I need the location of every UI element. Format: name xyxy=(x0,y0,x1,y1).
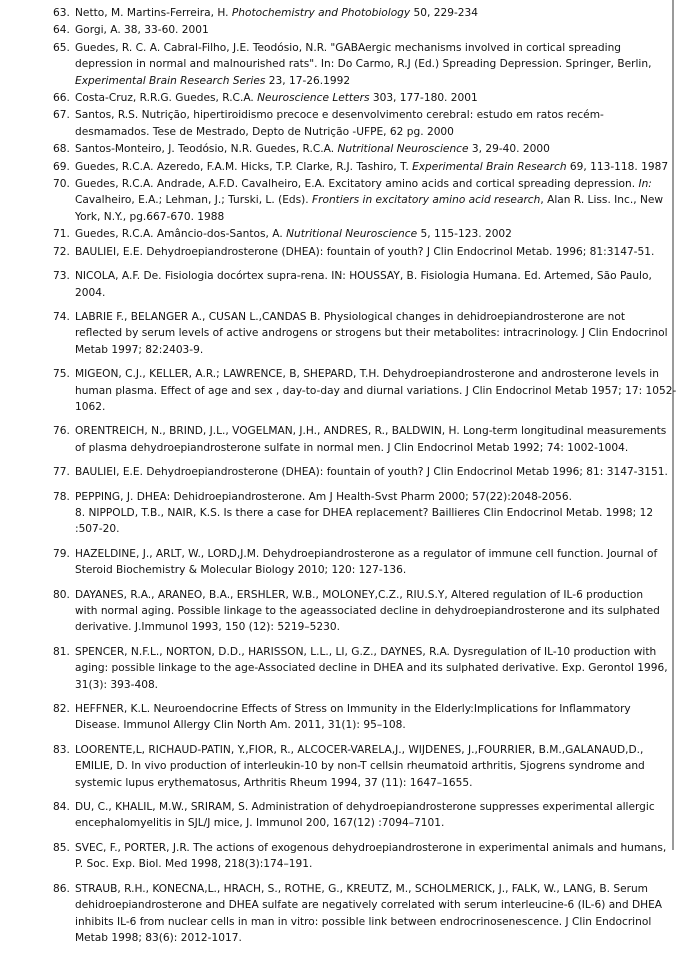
reference-number: 85. xyxy=(53,841,70,854)
reference-line xyxy=(75,209,648,225)
reference-item xyxy=(48,423,667,456)
reference-text: York, N.Y., pg.667-670. 1988 xyxy=(75,210,225,223)
reference-line xyxy=(75,192,664,208)
reference-text: PEPPING, J. DHEA: Dehidroepiandrosterone. Am J Health-Svst Pharm 2000; 57(22):2048-2056. xyxy=(75,490,572,503)
reference-text: 69, 113-118. 1987 xyxy=(566,160,669,173)
reference-text: P. Soc. Exp. Biol. Med 1998, 218(3):174–191. xyxy=(75,858,313,871)
reference-line xyxy=(75,897,663,913)
reference-line xyxy=(75,521,648,537)
reference-text: Gorgi, A. 38, 33-60. 2001 xyxy=(75,24,209,37)
reference-text: :507-20. xyxy=(75,523,120,536)
reference-text: DAYANES, R.A., ARANEO, B.A., ERSHLER, W.B., MOLONEY,C.Z., RIU.S.Y, Altered regulation of IL-6 production xyxy=(75,588,644,601)
reference-line xyxy=(75,914,652,930)
reference-text: human plasma. Effect of age and sex , day-to-day and diurnal variations. J Clin Endocrinol Metab 1957; 17: 1052- xyxy=(75,384,677,397)
reference-journal-title: Photochemistry and Photobiology xyxy=(231,7,411,19)
reference-text: Netto, M. Martins-Ferreira, H. xyxy=(75,7,232,19)
reference-text: desmamados. Tese de Mestrado, Depto de Nutrição -UFPE, 62 pg. 2000 xyxy=(75,125,454,138)
reference-item xyxy=(48,644,668,693)
reference-journal-title: Neuroscience Letters xyxy=(257,92,370,105)
reference-line xyxy=(75,815,648,831)
reference-journal-title: Experimental Brain Research Series xyxy=(75,74,266,87)
reference-number: 65. xyxy=(53,41,70,54)
reference-line xyxy=(75,342,648,358)
reference-line xyxy=(75,505,654,521)
reference-text: 2004. xyxy=(75,286,106,299)
reference-text: dehidroepiandrosterone and DHEA sulfate are negatively correlated with serum interleucine-6 (IL-6) and DHEA xyxy=(75,899,663,912)
reference-line xyxy=(75,562,648,578)
reference-text: 23, 17-26.1992 xyxy=(265,74,351,87)
reference-text: Santos-Monteiro, J. Teodósio, N.R. Guedes, R.C.A. xyxy=(75,143,338,156)
reference-line xyxy=(75,856,648,872)
reference-item xyxy=(48,90,648,106)
reference-line xyxy=(75,742,648,758)
reference-number: 83. xyxy=(53,743,70,756)
reference-item xyxy=(48,309,668,358)
reference-line xyxy=(75,881,648,897)
reference-text: LABRIE F., BELANGER A., CUSAN L.,CANDAS B. Physiological changes in dehidroepiandrosterone are not xyxy=(75,310,626,323)
reference-number: 63. xyxy=(53,7,70,19)
reference-number: 66. xyxy=(53,92,70,105)
reference-line xyxy=(75,644,657,660)
reference-line xyxy=(75,717,648,733)
reference-item xyxy=(48,107,648,140)
reference-text: 3, 29-40. 2000 xyxy=(468,143,550,156)
reference-text: BAULIEI, E.E. Dehydroepiandrosterone (DHEA): fountain of youth? J Clin Endocrinol Metab. 1996; 81:3147-51. xyxy=(75,245,655,258)
reference-text: encephalomyelitis in SJL/J mice, J. Immunol 200, 167(12) :7094–7101. xyxy=(75,817,445,830)
reference-line xyxy=(75,159,669,175)
reference-text: Costa-Cruz, R.R.G. Guedes, R.C.A. xyxy=(75,92,258,105)
reference-journal-title: Experimental Brain Research xyxy=(412,160,567,173)
reference-number: 84. xyxy=(53,801,70,814)
reference-line xyxy=(75,176,652,192)
reference-line xyxy=(75,423,667,439)
reference-text: MIGEON, C.J., KELLER, A.R.; LAWRENCE, B, SHEPARD, T.H. Dehydroepiandrosterone and androsterone levels in xyxy=(75,368,659,381)
reference-text: STRAUB, R.H., KONECNA,L., HRACH, S., ROTHE, G., KREUTZ, M., SCHOLMERICK, J., FALK, W., LANG, B. Serum xyxy=(75,882,649,895)
reference-text: 5, 115-123. 2002 xyxy=(417,228,512,241)
reference-line xyxy=(75,701,648,717)
reference-line xyxy=(75,489,648,505)
reference-number: 79. xyxy=(53,547,70,560)
reference-text: inhibits IL-6 from nuclear cells in man in vitro: possible link between endrocrinosenescence. J Clin Endocrinol xyxy=(75,915,652,928)
reference-text: Cavalheiro, E.A.; Lehman, J.; Turski, L. (Eds). xyxy=(75,194,313,207)
reference-text: aging: possible linkage to the age-Associated decline in DHEA and its sulphated derivative. Exp. Gerontol 1996, xyxy=(75,662,668,675)
reference-text: Metab 1998; 83(6): 2012-1017. xyxy=(75,931,242,944)
reference-item xyxy=(48,176,664,225)
reference-line xyxy=(75,840,667,856)
reference-number: 73. xyxy=(53,270,70,283)
reference-text: with normal aging. Possible linkage to the ageassociated decline in dehydroepiandrosterone and its sulphated xyxy=(75,605,660,617)
reference-item xyxy=(48,40,652,89)
reference-line xyxy=(75,268,652,284)
reference-line xyxy=(75,56,652,72)
reference-line xyxy=(75,775,648,791)
reference-line xyxy=(75,758,648,774)
reference-line xyxy=(75,603,660,619)
reference-line xyxy=(75,73,648,89)
reference-line xyxy=(75,5,648,21)
reference-line xyxy=(75,141,648,157)
reference-item xyxy=(48,587,660,636)
reference-number: 81. xyxy=(53,645,70,658)
reference-line xyxy=(75,285,648,301)
reference-line xyxy=(75,366,659,382)
reference-number: 72. xyxy=(53,245,70,258)
reference-text: reflected by serum levels of active androgens or strogens but their metabolites: intracrinology. J Clin Endocrinol xyxy=(75,327,668,340)
reference-text: 50, 229-234 xyxy=(410,7,479,19)
reference-number: 80. xyxy=(53,588,70,601)
reference-line xyxy=(75,244,655,260)
reference-line xyxy=(75,90,648,106)
reference-line xyxy=(75,22,648,38)
reference-text: Guedes, R.C.A. Azeredo, F.A.M. Hicks, T.P. Clarke, R.J. Tashiro, T. xyxy=(75,160,413,173)
reference-item xyxy=(48,701,648,734)
reference-line xyxy=(75,546,658,562)
reference-line xyxy=(75,677,648,693)
reference-text: 1062. xyxy=(75,400,106,413)
reference-journal-title: Nutritional Neuroscience xyxy=(286,228,418,241)
reference-line xyxy=(75,464,668,480)
reference-line xyxy=(75,107,648,123)
reference-item xyxy=(48,546,658,579)
reference-item xyxy=(48,159,669,175)
reference-line xyxy=(75,660,668,676)
reference-number: 75. xyxy=(53,368,70,381)
reference-item xyxy=(48,840,667,873)
reference-text: NICOLA, A.F. De. Fisiologia docórtex supra-rena. IN: HOUSSAY, B. Fisiologia Humana. Ed. Artemed, São Paulo, xyxy=(75,270,652,283)
reference-item xyxy=(48,22,648,38)
reference-text: HEFFNER, K.L. Neuroendocrine Effects of Stress on Immunity in the Elderly:Implications for Inflammatory xyxy=(75,703,631,716)
reference-number: 68. xyxy=(53,143,70,156)
reference-line xyxy=(75,619,648,635)
reference-line xyxy=(75,587,648,603)
reference-journal-title: Frontiers in excitatory amino acid research xyxy=(312,194,541,207)
reference-text: 303, 177-180. 2001 xyxy=(369,92,478,105)
reference-item xyxy=(48,226,648,242)
reference-text: SVEC, F., PORTER, J.R. The actions of exogenous dehydroepiandrosterone in experimental animals and humans, xyxy=(75,841,667,854)
reference-text: of plasma dehydroepiandrosterone sulfate in normal men. J Clin Endocrinol Metab 1992; 74: 1002-1004. xyxy=(75,441,629,454)
reference-item xyxy=(48,366,677,415)
reference-text: Santos, R.S. Nutrição, hipertiroidismo precoce e desenvolvimento cerebral: estudo em ratos recém- xyxy=(75,109,604,122)
reference-line xyxy=(75,124,648,140)
reference-item xyxy=(48,268,652,301)
reference-text: DU, C., KHALIL, M.W., SRIRAM, S. Administration of dehydroepiandrosterone suppresses experimental allergic xyxy=(75,801,655,814)
reference-number: 77. xyxy=(53,466,70,479)
reference-item xyxy=(48,141,648,157)
reference-text: 31(3): 393-408. xyxy=(75,678,159,691)
reference-line xyxy=(75,383,677,399)
reference-text: Steroid Biochemistry & Molecular Biology 2010; 120: 127-136. xyxy=(75,564,407,577)
reference-text: systemic lupus erythematosus, Arthritis Rheum 1994, 37 (11): 1647–1655. xyxy=(75,776,473,789)
reference-text: ORENTREICH, N., BRIND, J.L., VOGELMAN, J.H., ANDRES, R., BALDWIN, H. Long-term longitudinal measurements xyxy=(75,425,667,438)
reference-number: 86. xyxy=(53,882,70,895)
reference-text: BAULIEI, E.E. Dehydroepiandrosterone (DHEA): fountain of youth? J Clin Endocrinol Metab 1996; 81: 3147-3151. xyxy=(75,466,668,479)
reference-line xyxy=(75,399,648,415)
reference-line xyxy=(75,40,648,56)
reference-number: 70. xyxy=(53,178,70,191)
reference-text: SPENCER, N.F.L., NORTON, D.D., HARISSON, L.L., LI, G.Z., DAYNES, R.A. Dysregulation of IL-10 production with xyxy=(75,645,657,658)
reference-text: Guedes, R.C.A. Amâncio-dos-Santos, A. xyxy=(75,228,287,241)
reference-line xyxy=(75,325,668,341)
reference-item xyxy=(48,799,655,832)
reference-number: 67. xyxy=(53,109,70,122)
reference-journal-title: Nutritional Neuroscience xyxy=(337,143,469,156)
reference-number: 82. xyxy=(53,703,70,716)
reference-text: depression in normal and malnourished rats". In: Do Carmo, R.J (Ed.) Spreading Depression. Springer, Berlin, xyxy=(75,58,652,71)
reference-number: 74. xyxy=(53,310,70,323)
reference-number: 64. xyxy=(53,24,70,37)
reference-item xyxy=(48,244,655,260)
reference-item xyxy=(48,489,654,538)
reference-number: 76. xyxy=(53,425,70,438)
reference-line xyxy=(75,440,648,456)
reference-line xyxy=(75,930,648,946)
reference-item xyxy=(48,742,648,791)
reference-item xyxy=(48,464,668,480)
reference-line xyxy=(75,799,655,815)
reference-text: LOORENTE,L, RICHAUD-PATIN, Y.,FIOR, R., ALCOCER-VARELA,J., WIJDENES, J.,FOURRIER, B.M.,GALANAUD,D., xyxy=(75,743,644,756)
reference-text: 8. NIPPOLD, T.B., NAIR, K.S. Is there a case for DHEA replacement? Baillieres Clin Endocrinol Metab. 1998; 12 xyxy=(75,506,654,519)
reference-text: Disease. Immunol Allergy Clin North Am. 2011, 31(1): 95–108. xyxy=(75,719,406,732)
reference-text: EMILIE, D. In vivo production of interleukin-10 by non-T cellsin rheumatoid arthritis, Sjogrens syndrome and xyxy=(75,760,645,773)
reference-journal-title: In: xyxy=(638,178,652,191)
reference-text: HAZELDINE, J., ARLT, W., LORD,J.M. Dehydroepiandrosterone as a regulator of immune cell function. Journal of xyxy=(75,547,658,560)
reference-text: Guedes, R.C.A. Andrade, A.F.D. Cavalheiro, E.A. Excitatory amino acids and cortical spreading depression. xyxy=(75,178,639,191)
reference-line xyxy=(75,309,648,325)
reference-list xyxy=(48,5,677,954)
reference-text: derivative. J.Immunol 1993, 150 (12): 5219–5230. xyxy=(75,621,340,634)
reference-number: 71. xyxy=(53,228,70,241)
reference-text: , Alan R. Liss. Inc., New xyxy=(540,194,664,207)
reference-number: 69. xyxy=(53,160,70,173)
reference-number: 78. xyxy=(53,490,70,503)
reference-text: Guedes, R. C. A. Cabral-Filho, J.E. Teodósio, N.R. "GABAergic mechanisms involved in cortical spreading xyxy=(75,41,622,54)
reference-item xyxy=(48,881,663,947)
reference-item xyxy=(48,5,648,21)
reference-text: Metab 1997; 82:2403-9. xyxy=(75,343,204,356)
reference-line xyxy=(75,226,648,242)
